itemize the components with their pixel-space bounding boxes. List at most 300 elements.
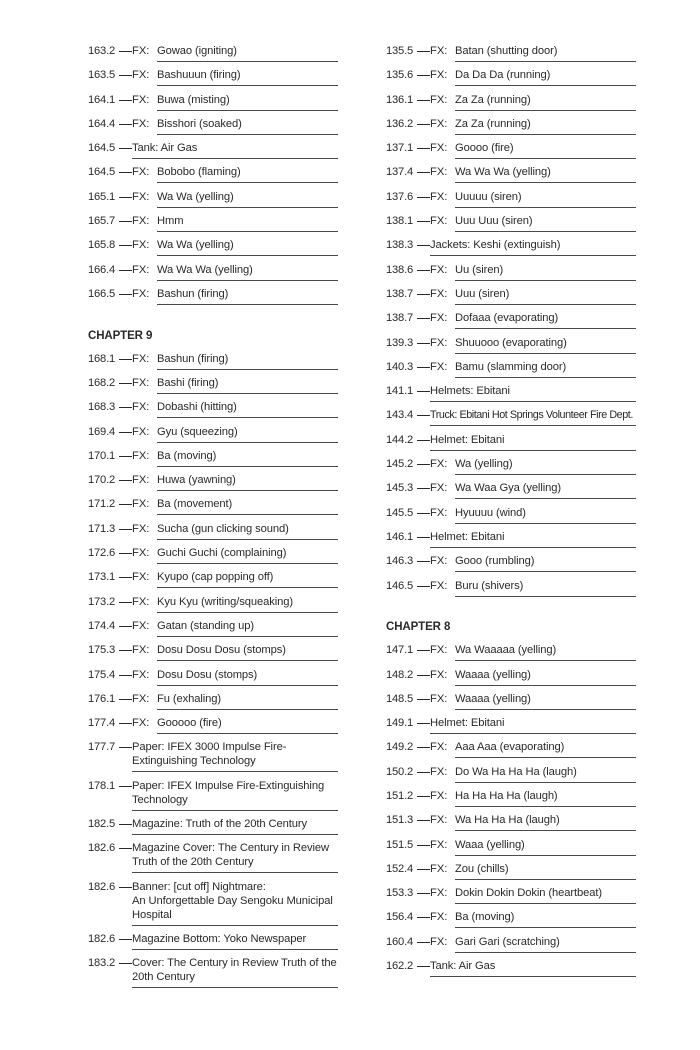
- translation-text: Huwa (yawning): [157, 473, 338, 491]
- translation-text: Gooo (rumbling): [455, 554, 636, 572]
- translation-text: Gatan (standing up): [157, 619, 338, 637]
- page-panel-number: 174.4: [88, 619, 115, 632]
- fx-label: FX:: [430, 862, 448, 875]
- em-dash-rule: [416, 643, 430, 657]
- index-entry: [386, 68, 636, 86]
- em-dash-rule: [416, 740, 430, 754]
- page-panel-number: 138.1: [386, 215, 413, 228]
- em-dash-rule: [416, 935, 430, 949]
- index-entry: [386, 433, 636, 451]
- page-panel-number: 163.5: [88, 69, 115, 82]
- index-entry: [386, 506, 636, 524]
- translation-text: Bamu (slamming door): [455, 360, 636, 378]
- page-panel-number: 182.6: [88, 932, 115, 945]
- index-entry: [88, 352, 338, 370]
- translation-text: Ba (moving): [157, 449, 338, 467]
- em-dash-rule: [416, 716, 430, 730]
- fx-label: FX:: [430, 312, 448, 325]
- page-panel-number: 169.4: [88, 425, 115, 438]
- translation-text: Paper: IFEX 3000 Impulse Fire-Extinguishing Technology: [132, 740, 338, 772]
- translation-text: Bashun (firing): [157, 287, 338, 305]
- fx-label: FX:: [132, 449, 150, 462]
- translation-text: Wa Wa (yelling): [157, 238, 338, 256]
- translation-text: Aaa Aaa (evaporating): [455, 740, 636, 758]
- page-panel-number: 156.4: [386, 911, 413, 924]
- translation-text: Helmets: Ebitani: [430, 384, 636, 402]
- em-dash-rule: [118, 956, 132, 970]
- em-dash-rule: [118, 425, 132, 439]
- page-panel-number: 145.2: [386, 458, 413, 471]
- page-panel-number: 175.3: [88, 644, 115, 657]
- em-dash-rule: [118, 68, 132, 82]
- em-dash-rule: [118, 449, 132, 463]
- page-panel-number: 164.1: [88, 93, 115, 106]
- page-panel-number: 151.5: [386, 838, 413, 851]
- translation-text: Dokin Dokin Dokin (heartbeat): [455, 886, 636, 904]
- page-panel-number: 145.5: [386, 506, 413, 519]
- index-entry: [386, 336, 636, 354]
- page-panel-number: 153.3: [386, 887, 413, 900]
- em-dash-rule: [416, 408, 430, 422]
- translation-text: Hmm: [157, 214, 338, 232]
- em-dash-rule: [416, 668, 430, 682]
- translation-text: Dosu Dosu (stomps): [157, 668, 338, 686]
- index-entry: [88, 165, 338, 183]
- em-dash-rule: [416, 117, 430, 131]
- page-panel-number: 138.3: [386, 239, 413, 252]
- page-panel-number: 141.1: [386, 385, 413, 398]
- em-dash-rule: [118, 932, 132, 946]
- fx-label: FX:: [132, 263, 150, 276]
- index-entry: [88, 880, 338, 926]
- index-entry: [88, 141, 338, 159]
- translation-text: Banner: [cut off] Nightmare: An Unforgettable Day Sengoku Municipal Hospital: [132, 880, 338, 926]
- fx-label: FX:: [430, 814, 448, 827]
- page-panel-number: 151.3: [386, 814, 413, 827]
- index-entry: [88, 570, 338, 588]
- em-dash-rule: [416, 886, 430, 900]
- page-panel-number: 138.7: [386, 287, 413, 300]
- em-dash-rule: [118, 522, 132, 536]
- em-dash-rule: [416, 813, 430, 827]
- em-dash-rule: [416, 910, 430, 924]
- em-dash-rule: [416, 506, 430, 520]
- em-dash-rule: [416, 165, 430, 179]
- page-panel-number: 136.1: [386, 93, 413, 106]
- index-entry: [386, 117, 636, 135]
- fx-label: FX:: [430, 215, 448, 228]
- fx-label: FX:: [430, 287, 448, 300]
- translation-text: Do Wa Ha Ha Ha (laugh): [455, 765, 636, 783]
- translation-text: Kyu Kyu (writing/squeaking): [157, 595, 338, 613]
- translation-text: Wa Waaaaa (yelling): [455, 643, 636, 661]
- em-dash-rule: [118, 117, 132, 131]
- fx-label: FX:: [132, 619, 150, 632]
- index-entry: [386, 530, 636, 548]
- page-panel-number: 162.2: [386, 960, 413, 973]
- fx-label: FX:: [132, 595, 150, 608]
- fx-label: FX:: [132, 498, 150, 511]
- em-dash-rule: [118, 595, 132, 609]
- translation-text: Dobashi (hitting): [157, 400, 338, 418]
- right-column: [386, 44, 636, 983]
- index-entry: [88, 263, 338, 281]
- fx-label: FX:: [430, 579, 448, 592]
- fx-label: FX:: [430, 765, 448, 778]
- translation-text: Gooooo (fire): [157, 716, 338, 734]
- em-dash-rule: [118, 570, 132, 584]
- fx-label: FX:: [132, 215, 150, 228]
- page-panel-number: 148.2: [386, 668, 413, 681]
- chapter-heading: CHAPTER 9: [88, 329, 153, 342]
- fx-label: FX:: [430, 741, 448, 754]
- em-dash-rule: [118, 817, 132, 831]
- index-entry: [88, 287, 338, 305]
- em-dash-rule: [118, 692, 132, 706]
- index-entry: [386, 93, 636, 111]
- index-entry: [386, 165, 636, 183]
- fx-label: FX:: [430, 45, 448, 57]
- em-dash-rule: [416, 692, 430, 706]
- translation-text: Uuu Uuu (siren): [455, 214, 636, 232]
- index-entry: [386, 765, 636, 783]
- translation-text: Wa Wa (yelling): [157, 190, 338, 208]
- fx-label: FX:: [430, 555, 448, 568]
- fx-label: FX:: [132, 522, 150, 535]
- translation-text: Guchi Guchi (complaining): [157, 546, 338, 564]
- index-entry: [386, 643, 636, 661]
- page-panel-number: 168.1: [88, 352, 115, 365]
- index-entry: [88, 238, 338, 256]
- em-dash-rule: [118, 287, 132, 301]
- page-panel-number: 164.4: [88, 117, 115, 130]
- index-entry: [88, 595, 338, 613]
- page-panel-number: 137.4: [386, 166, 413, 179]
- page-panel-number: 139.3: [386, 336, 413, 349]
- page-panel-number: 163.2: [88, 45, 115, 57]
- fx-label: FX:: [132, 376, 150, 389]
- translation-text: Wa (yelling): [455, 457, 636, 475]
- em-dash-rule: [118, 400, 132, 414]
- index-entry: [88, 546, 338, 564]
- fx-label: FX:: [132, 69, 150, 82]
- page-panel-number: 183.2: [88, 957, 115, 970]
- translation-text: Za Za (running): [455, 117, 636, 135]
- translation-text: Da Da Da (running): [455, 68, 636, 86]
- fx-label: FX:: [132, 352, 150, 365]
- translation-text: Wa Ha Ha Ha (laugh): [455, 813, 636, 831]
- fx-label: FX:: [430, 644, 448, 657]
- translation-text: Wa Waa Gya (yelling): [455, 481, 636, 499]
- index-entry: [386, 813, 636, 831]
- translation-text: Truck: Ebitani Hot Springs Volunteer Fire Dept.: [430, 408, 636, 426]
- page-panel-number: 182.6: [88, 842, 115, 855]
- translation-text: Sucha (gun clicking sound): [157, 522, 338, 540]
- page-panel-number: 171.3: [88, 522, 115, 535]
- translation-text: Dosu Dosu Dosu (stomps): [157, 643, 338, 661]
- translation-text: Waaa (yelling): [455, 838, 636, 856]
- page-panel-number: 164.5: [88, 142, 115, 155]
- page-panel-number: 149.1: [386, 717, 413, 730]
- page-panel-number: 148.5: [386, 692, 413, 705]
- translation-text: Magazine Cover: The Century in Review Truth of the 20th Century: [132, 841, 338, 873]
- index-entry: [386, 579, 636, 597]
- index-entry: [88, 956, 338, 988]
- fx-label: FX:: [430, 790, 448, 802]
- translation-text: Magazine Bottom: Yoko Newspaper: [132, 932, 338, 950]
- em-dash-rule: [416, 862, 430, 876]
- translation-text: Za Za (running): [455, 93, 636, 111]
- translation-text: Buwa (misting): [157, 93, 338, 111]
- em-dash-rule: [416, 579, 430, 593]
- translation-text: Tank: Air Gas: [132, 141, 338, 159]
- index-entry: [386, 457, 636, 475]
- translation-text: Wa Wa Wa (yelling): [157, 263, 338, 281]
- fx-label: FX:: [132, 644, 150, 657]
- fx-label: FX:: [132, 93, 150, 106]
- em-dash-rule: [416, 554, 430, 568]
- page-panel-number: 172.6: [88, 547, 115, 560]
- left-column: [88, 44, 338, 994]
- em-dash-rule: [118, 214, 132, 228]
- page-panel-number: 168.3: [88, 401, 115, 414]
- em-dash-rule: [416, 789, 430, 803]
- page-panel-number: 165.8: [88, 239, 115, 252]
- em-dash-rule: [118, 376, 132, 390]
- em-dash-rule: [118, 190, 132, 204]
- translation-text: Paper: IFEX Impulse Fire-Extinguishing Technology: [132, 779, 338, 811]
- em-dash-rule: [118, 779, 132, 793]
- em-dash-rule: [416, 214, 430, 228]
- index-entry: [386, 935, 636, 953]
- index-entry: [88, 740, 338, 772]
- fx-label: FX:: [132, 287, 150, 300]
- translation-text: Uuuuu (siren): [455, 190, 636, 208]
- translation-text: Buru (shivers): [455, 579, 636, 597]
- fx-label: FX:: [132, 571, 150, 584]
- translation-text: Bisshori (soaked): [157, 117, 338, 135]
- index-entry: [88, 779, 338, 811]
- em-dash-rule: [416, 68, 430, 82]
- page-panel-number: 147.1: [386, 644, 413, 657]
- fx-label: FX:: [132, 668, 150, 681]
- translation-text: Uuu (siren): [455, 287, 636, 305]
- fx-label: FX:: [430, 142, 448, 155]
- translation-text: Ba (movement): [157, 497, 338, 515]
- index-entry: [386, 740, 636, 758]
- em-dash-rule: [118, 352, 132, 366]
- fx-label: FX:: [430, 93, 448, 106]
- fx-label: FX:: [430, 911, 448, 924]
- index-entry: [386, 311, 636, 329]
- index-entry: [386, 141, 636, 159]
- em-dash-rule: [416, 141, 430, 155]
- translation-text: Cover: The Century in Review Truth of the 20th Century: [132, 956, 338, 988]
- fx-label: FX:: [430, 117, 448, 130]
- translation-text: Bashuuun (firing): [157, 68, 338, 86]
- translation-text: Gari Gari (scratching): [455, 935, 636, 953]
- em-dash-rule: [118, 643, 132, 657]
- fx-label: FX:: [430, 69, 448, 82]
- em-dash-rule: [118, 263, 132, 277]
- page-panel-number: 177.4: [88, 717, 115, 730]
- fx-label: FX:: [132, 425, 150, 438]
- fx-label: FX:: [430, 887, 448, 900]
- fx-label: FX:: [430, 458, 448, 471]
- em-dash-rule: [118, 880, 132, 894]
- translation-text: Waaaa (yelling): [455, 692, 636, 710]
- index-entry: [88, 817, 338, 835]
- index-entry: [88, 44, 338, 62]
- translation-text: Dofaaa (evaporating): [455, 311, 636, 329]
- index-entry: [88, 376, 338, 394]
- page-panel-number: 170.2: [88, 474, 115, 487]
- page-panel-number: 136.2: [386, 117, 413, 130]
- index-entry: [88, 93, 338, 111]
- translation-text: Bashi (firing): [157, 376, 338, 394]
- page-panel-number: 176.1: [88, 692, 115, 705]
- em-dash-rule: [416, 384, 430, 398]
- index-entry: [386, 716, 636, 734]
- index-entry: [88, 473, 338, 491]
- fx-label: FX:: [430, 838, 448, 851]
- fx-label: FX:: [132, 717, 150, 730]
- index-entry: [386, 668, 636, 686]
- fx-label: FX:: [430, 190, 448, 203]
- translation-text: Tank: Air Gas: [430, 959, 636, 977]
- index-entry: [386, 959, 636, 977]
- page-panel-number: 149.2: [386, 741, 413, 754]
- fx-label: FX:: [132, 117, 150, 130]
- fx-label: FX:: [430, 482, 448, 495]
- index-entry: [386, 554, 636, 572]
- index-entry: [88, 497, 338, 515]
- em-dash-rule: [416, 93, 430, 107]
- translation-text: Wa Wa Wa (yelling): [455, 165, 636, 183]
- em-dash-rule: [118, 841, 132, 855]
- em-dash-rule: [118, 740, 132, 754]
- fx-label: FX:: [430, 263, 448, 276]
- em-dash-rule: [118, 668, 132, 682]
- index-entry: [386, 238, 636, 256]
- page-panel-number: 168.2: [88, 376, 115, 389]
- index-entry: [88, 449, 338, 467]
- translation-text: Helmet: Ebitani: [430, 530, 636, 548]
- translation-text: Magazine: Truth of the 20th Century: [132, 817, 338, 835]
- page-panel-number: 170.1: [88, 449, 115, 462]
- index-entry: [88, 400, 338, 418]
- em-dash-rule: [416, 530, 430, 544]
- em-dash-rule: [416, 360, 430, 374]
- em-dash-rule: [416, 765, 430, 779]
- index-entry: [386, 692, 636, 710]
- page-panel-number: 138.7: [386, 312, 413, 325]
- page-panel-number: 177.7: [88, 741, 115, 754]
- index-entry: [88, 932, 338, 950]
- translation-text: Waaaa (yelling): [455, 668, 636, 686]
- fx-label: FX:: [132, 190, 150, 203]
- index-entry: [386, 44, 636, 62]
- index-entry: [88, 692, 338, 710]
- em-dash-rule: [118, 716, 132, 730]
- page-panel-number: 135.5: [386, 45, 413, 57]
- index-entry: [88, 117, 338, 135]
- fx-label: FX:: [430, 336, 448, 349]
- page-panel-number: 135.6: [386, 69, 413, 82]
- index-entry: [386, 190, 636, 208]
- page-panel-number: 164.5: [88, 166, 115, 179]
- translation-text: Helmet: Ebitani: [430, 716, 636, 734]
- fx-label: FX:: [430, 668, 448, 681]
- em-dash-rule: [118, 44, 132, 58]
- translation-text: Bobobo (flaming): [157, 165, 338, 183]
- page-panel-number: 143.4: [386, 409, 413, 422]
- fx-label: FX:: [430, 692, 448, 705]
- em-dash-rule: [416, 838, 430, 852]
- em-dash-rule: [416, 287, 430, 301]
- index-entry: [386, 287, 636, 305]
- index-entry: [88, 619, 338, 637]
- page-panel-number: 173.2: [88, 595, 115, 608]
- page-panel-number: 166.5: [88, 287, 115, 300]
- page-panel-number: 146.3: [386, 555, 413, 568]
- index-entry: [386, 384, 636, 402]
- fx-label: FX:: [430, 506, 448, 519]
- page-panel-number: 171.2: [88, 498, 115, 511]
- em-dash-rule: [416, 457, 430, 471]
- page-panel-number: 182.5: [88, 818, 115, 830]
- em-dash-rule: [416, 44, 430, 58]
- em-dash-rule: [118, 93, 132, 107]
- translation-text: Goooo (fire): [455, 141, 636, 159]
- em-dash-rule: [118, 165, 132, 179]
- em-dash-rule: [416, 959, 430, 973]
- translation-text: Shuuooo (evaporating): [455, 336, 636, 354]
- fx-label: FX:: [430, 935, 448, 948]
- index-entry: [386, 910, 636, 928]
- em-dash-rule: [416, 311, 430, 325]
- page-panel-number: 151.2: [386, 790, 413, 802]
- index-entry: [88, 190, 338, 208]
- translation-text: Gowao (igniting): [157, 44, 338, 62]
- fx-label: FX:: [430, 166, 448, 179]
- index-entry: [386, 838, 636, 856]
- fx-label: FX:: [132, 474, 150, 487]
- index-entry: [386, 408, 636, 426]
- translation-text: Bashun (firing): [157, 352, 338, 370]
- page-panel-number: 138.6: [386, 263, 413, 276]
- page-panel-number: 146.5: [386, 579, 413, 592]
- page-panel-number: 178.1: [88, 779, 115, 792]
- translation-text: Ha Ha Ha Ha (laugh): [455, 789, 636, 807]
- page-panel-number: 137.6: [386, 190, 413, 203]
- translation-text: Kyupo (cap popping off): [157, 570, 338, 588]
- translation-text: Uu (siren): [455, 263, 636, 281]
- index-entry: [386, 360, 636, 378]
- translation-text: Hyuuuu (wind): [455, 506, 636, 524]
- em-dash-rule: [416, 481, 430, 495]
- index-entry: [88, 643, 338, 661]
- index-entry: [386, 886, 636, 904]
- index-entry: [88, 716, 338, 734]
- translation-text: Zou (chills): [455, 862, 636, 880]
- page-panel-number: 140.3: [386, 360, 413, 373]
- translation-text: Ba (moving): [455, 910, 636, 928]
- em-dash-rule: [118, 497, 132, 511]
- em-dash-rule: [118, 141, 132, 155]
- fx-label: FX:: [132, 45, 150, 57]
- page-panel-number: 150.2: [386, 765, 413, 778]
